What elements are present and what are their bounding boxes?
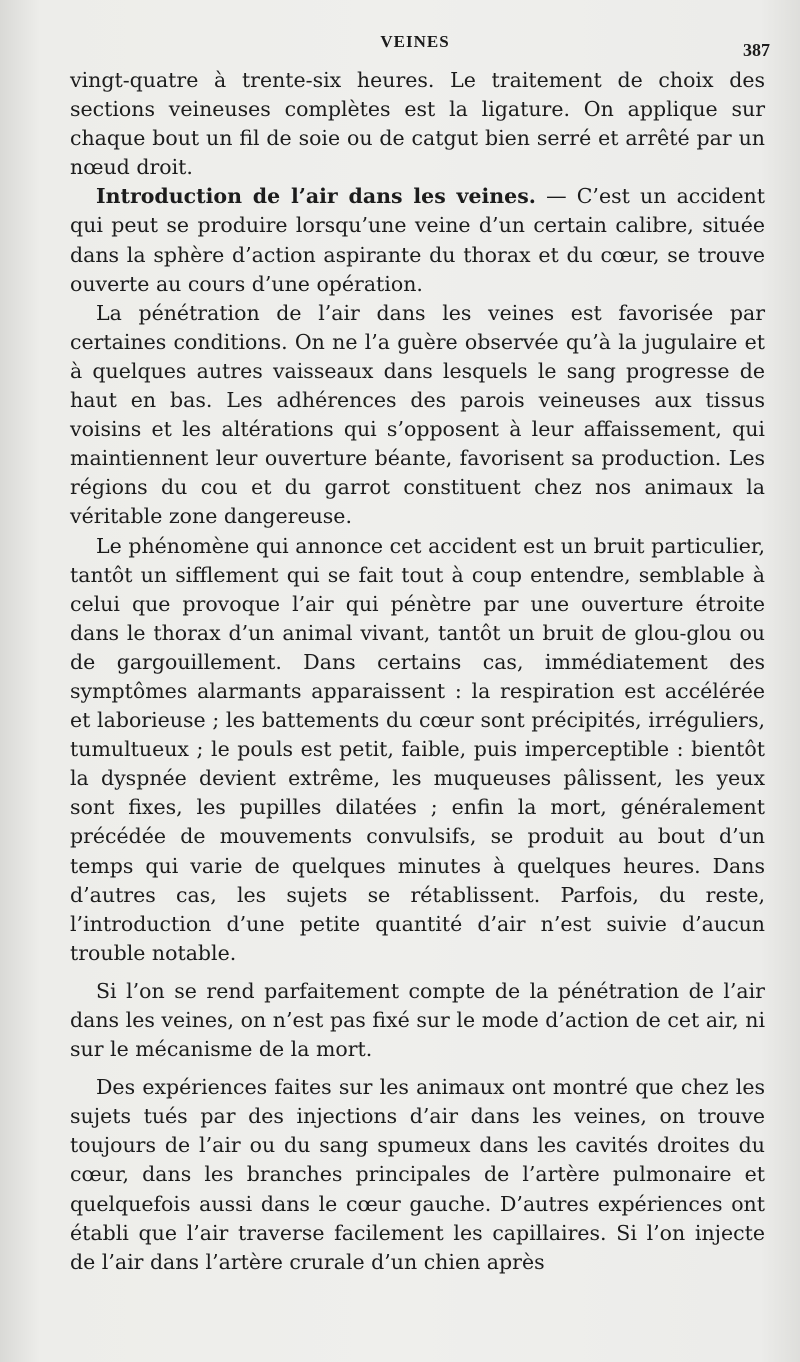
running-head <box>0 32 800 60</box>
paragraph-air-introduction <box>70 182 765 298</box>
paragraph-continuation: vingt-quatre à trente-six heures. Le traitement de choix des sections veineuses complètes est la ligature. On applique sur chaque bout un fil de soie ou de catgut bien serré et arrêté par un nœud droit. <box>70 68 765 180</box>
paragraph-symptoms: Le phénomène qui annonce cet accident est un bruit particulier, tantôt un sifflement qui se fait tout à coup entendre, semblable à celui que provoque l’air qui pénètre par une ouverture étroite dans le thorax d’un animal vivant, tantôt un bruit de glou-glou ou de gargouillement. Dans certains cas, immédiatement des symptômes alarmants apparaissent : la respiration est accélérée et laborieuse ; les battements du cœur sont précipités, irréguliers, tumultueux ; le pouls est petit, faible, puis imperceptible : bientôt la dyspnée devient extrême, les muqueuses pâlissent, les yeux sont fixes, les pupilles dilatées ; enfin la mort, généralement précédée de mouvements convulsifs, se produit au bout d’un temps qui varie de quelques minutes à quelques heures. Dans d’autres cas, les sujets se rétablissent. Parfois, du reste, l’introduction d’une petite quantité d’air n’est suivie d’aucun trouble notable. <box>70 533 765 965</box>
section-heading: Introduction de l’air dans les veines. <box>96 184 536 209</box>
paragraph-text: — C’est un accident qui peut se produire lorsqu’une veine d’un certain calibre, située dans la sphère d’action aspirante du thorax et du cœur, se trouve ouverte au cours d’une opération. <box>70 184 766 296</box>
paragraph-penetration-conditions: La pénétration de l’air dans les veines est favorisée par certaines conditions. On ne l’a guère observée qu’à la jugulaire et à quelques autres vaisseaux dans lesquels le sang progresse de haut en bas. Les adhérences des parois veineuses aux tissus voisins et les altérations qui s’opposent à leur affaissement, qui maintiennent leur ouverture béante, favorisent sa production. Les régions du cou et du garrot constituent chez nos animaux la véritable zone dangereuse. <box>70 300 765 529</box>
page-number: 387 <box>743 40 770 60</box>
body-text <box>70 66 765 1277</box>
running-title: VEINES <box>380 32 450 51</box>
paragraph-mode-of-action: Si l’on se rend parfaitement compte de la pénétration de l’air dans les veines, on n’est pas fixé sur le mode d’action de cet air, ni sur le mécanisme de la mort. <box>70 978 765 1062</box>
paragraph-experiments: Des expériences faites sur les animaux ont montré que chez les sujets tués par des injections d’air dans les veines, on trouve toujours de l’air ou du sang spumeux dans les cavités droites du cœur, dans les branches principales de l’artère pulmonaire et quelquefois aussi dans le cœur gauche. D’autres expériences ont établi que l’air traverse facilement les capillaires. Si l’on injecte de l’air dans l’artère crurale d’un chien après <box>70 1075 765 1274</box>
